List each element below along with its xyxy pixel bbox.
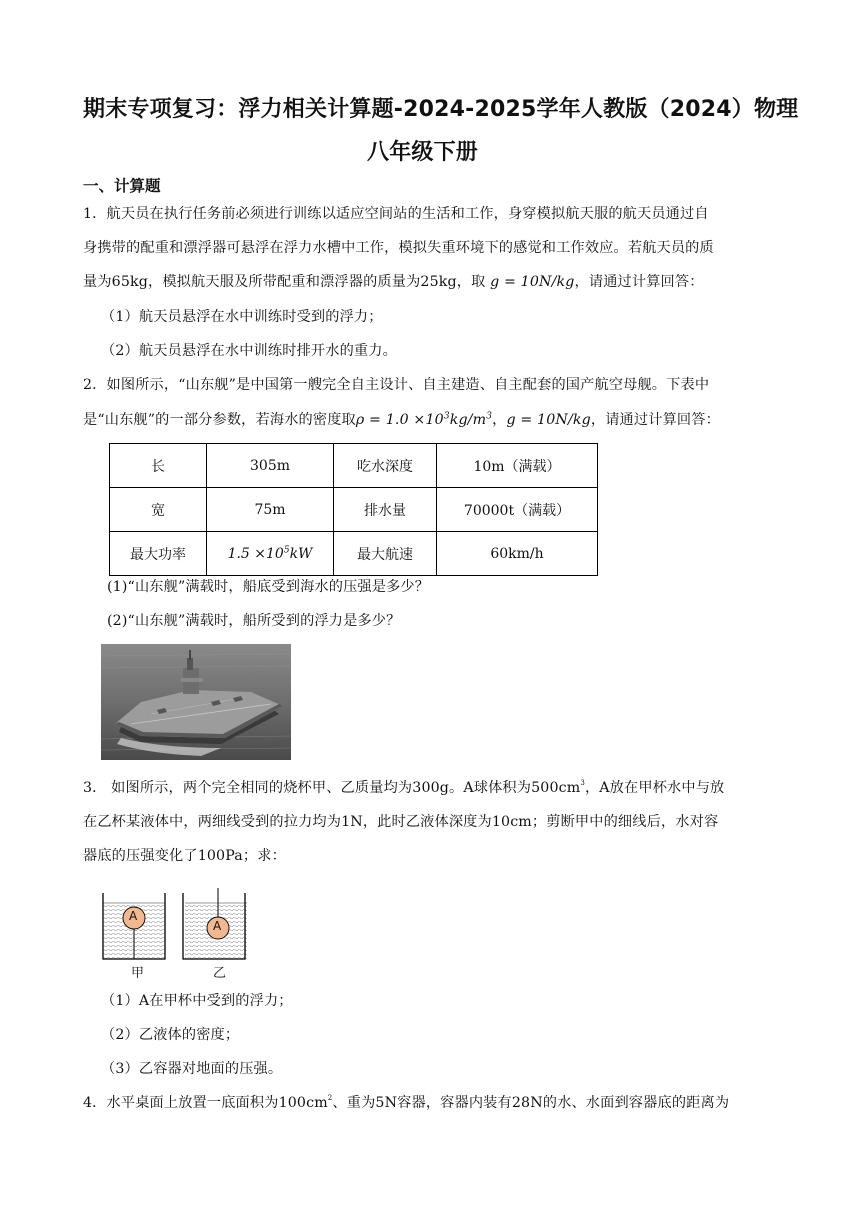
- q1-line-3-text: 量为65kg，模拟航天服及所带配重和漂浮器的质量为25kg，取: [83, 274, 491, 290]
- beaker-label-yi: 乙: [213, 966, 227, 981]
- table-cell: 10m（满载）: [437, 444, 598, 488]
- table-cell: 75m: [207, 488, 334, 532]
- table-cell: 最大功率: [110, 532, 207, 576]
- page-title-line-2: 八年级下册: [367, 140, 479, 165]
- table-cell-max-power: $1.5 \times 10^5kW$: [207, 532, 334, 576]
- q1-gravity-formula: g = 10N/kg: [490, 274, 575, 290]
- section-heading: 一、计算题: [83, 177, 161, 195]
- q2-density-formula: $\rho = 1.0 \times 10^3kg/m^3$: [355, 411, 493, 428]
- page-title-line-1: 期末专项复习：浮力相关计算题-2024-2025学年人教版（2024）物理: [83, 97, 799, 122]
- q2-line-2-text: 是“山东舰”的一部分参数，若海水的密度取: [83, 412, 356, 428]
- ball-a-label-right: A: [213, 919, 222, 933]
- table-cell: 305m: [207, 444, 334, 488]
- table-cell: 长: [110, 444, 207, 488]
- q3-text-line-2: 在乙杯某液体中，两细线受到的拉力均为1N，此时乙液体深度为10cm；剪断甲中的细线后，水对容: [83, 814, 719, 830]
- beaker-label-jia: 甲: [131, 966, 145, 981]
- q1-text-line-2: 身携带的配重和漂浮器可悬浮在浮力水槽中工作，模拟失重环境下的感觉和工作效应。若航天员的质: [83, 240, 714, 256]
- aircraft-carrier-photo: [101, 644, 291, 760]
- table-cell: 吃水深度: [334, 444, 437, 488]
- table-cell: 排水量: [334, 488, 437, 532]
- q2-gravity-formula: g = 10N/kg: [506, 412, 591, 428]
- ship-parameters-table: [109, 443, 598, 576]
- q3-text-line-3: 器底的压强变化了100Pa；求：: [83, 848, 286, 864]
- table-cell: 60km/h: [437, 532, 598, 576]
- table-row: [110, 444, 598, 488]
- table-cell: 宽: [110, 488, 207, 532]
- table-row: [110, 488, 598, 532]
- table-cell: 70000t（满载）: [437, 488, 598, 532]
- q2-subquestion-1: (1)“山东舰”满载时，船底受到海水的压强是多少？: [107, 579, 430, 595]
- q4-text-line-1: 4．水平桌面上放置一底面积为$100cm^2$、重为5N容器，容器内装有28N的水、水面到容器底的距离为: [83, 1094, 730, 1111]
- q2-line-2-tail: ，请通过计算回答：: [590, 412, 720, 428]
- table-cell: 最大航速: [334, 532, 437, 576]
- q1-text-line-3: [83, 271, 704, 291]
- q3-subquestion-1: （1）A在甲杯中受到的浮力；: [101, 993, 293, 1009]
- q3-text-line-1: 3． 如图所示，两个完全相同的烧杯甲、乙质量均为300g。A球体积为$500cm^3$，A放在甲杯水中与放: [83, 779, 725, 796]
- q1-subquestion-1: （1）航天员悬浮在水中训练时受到的浮力；: [101, 309, 383, 325]
- q2-text-line-2: [83, 409, 720, 429]
- beakers-figure: [97, 888, 247, 980]
- q2-subquestion-2: (2)“山东舰”满载时，船所受到的浮力是多少？: [107, 613, 401, 629]
- ball-a-label-left: A: [129, 909, 138, 923]
- table-row: [110, 532, 598, 576]
- q1-subquestion-2: （2）航天员悬浮在水中训练时排开水的重力。: [101, 343, 397, 359]
- q1-text-line-1: 1．航天员在执行任务前必须进行训练以适应空间站的生活和工作，身穿模拟航天服的航天员通过自: [83, 206, 709, 222]
- q1-line-3-tail: ，请通过计算回答：: [574, 274, 704, 290]
- q3-subquestion-3: （3）乙容器对地面的压强。: [101, 1061, 283, 1077]
- q2-line-2-sep: ，: [492, 412, 507, 428]
- q2-text-line-1: 2．如图所示，“山东舰”是中国第一艘完全自主设计、自主建造、自主配套的国产航空母舰。下表中: [83, 377, 710, 393]
- q3-subquestion-2: （2）乙液体的密度；: [101, 1027, 240, 1043]
